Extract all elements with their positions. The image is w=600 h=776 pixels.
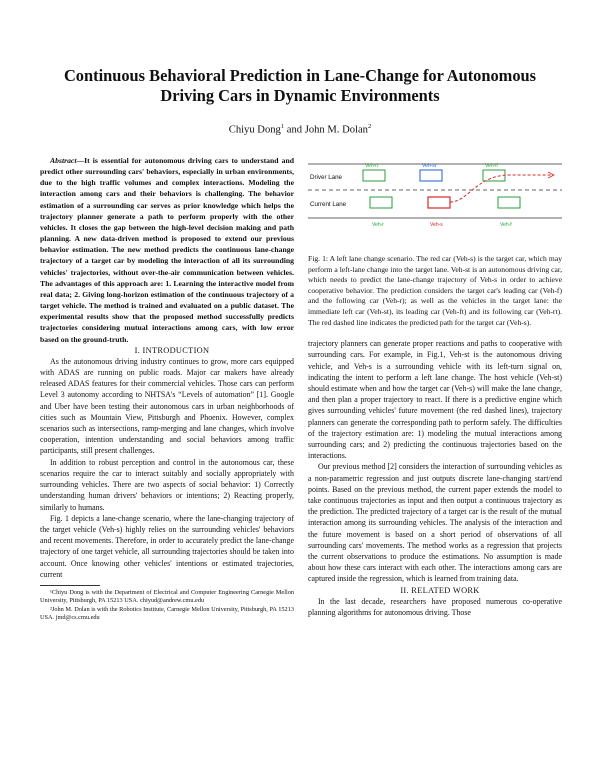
section-heading-related-work: II. RELATED WORK: [400, 585, 480, 595]
section-heading-introduction: I. INTRODUCTION: [134, 345, 210, 355]
author-line: [0, 123, 600, 136]
vehicle-veh-st: [420, 170, 442, 181]
author-1: Chiyu Dong: [228, 124, 281, 136]
right-paragraph-2: Our previous method [2] considers the interaction of surrounding vehicles as a non-parametric regression and just outputs discrete lane-changing start/end points. Based on the previous method, the current paper extends the model to take continuous trajectories as input and then output a continuous trajectory as the prediction. The predicted trajectory of a target car is the result of the mutual interaction among its surrounding vehicles. The analysis of the interaction and the future movement is based on a short period of observations of all surrounding cars' movements. The method works as a regression that projects the current observations to produce the estimations. No assumption is made about how these cars interact with each other. The interactions among cars are captured inside the regression, which is learned from training data.: [308, 462, 562, 584]
abstract-label: Abstract: [50, 156, 77, 165]
author-and: and: [286, 124, 303, 136]
intro-paragraph-1: As the autonomous driving industry continues to grow, more cars equipped with ADAS are running on public roads. Major car makers have already released ADAS features for their commercial vehicles. Those cars can perform Level 3 autonomy according to NHTSA's “Levels of automation” [1]. Google and Uber have been testing their autonomous cars in urban neighborhoods of cities such as Mountain View, Pittsburgh and Phoenix. However, complex scenarios such as intersections, ramp-merging and lane changes, which involve cooperation, intention understanding and social behaviors among traffic participants, still present challenges.: [40, 356, 294, 456]
label-veh-st: Veh-st: [422, 163, 437, 169]
left-column: [40, 155, 294, 623]
label-veh-lf: Veh-lf: [485, 163, 498, 169]
label-current-lane: Current Lane: [310, 201, 347, 208]
author-1-sup: 1: [280, 123, 285, 130]
footnote-2: ²John M. Dolan is with the Robotics Institute, Carnegie Mellon University, Pittsburgh, PA 15213 USA. jmd@cs.cmu.edu: [40, 605, 294, 622]
author-2-sup: 2: [367, 123, 372, 130]
label-veh-r: Veh-r: [372, 222, 384, 228]
predicted-path-line: [450, 175, 553, 202]
vehicle-veh-s: [428, 197, 450, 208]
intro-paragraph-2: In addition to robust perception and control in the autonomous car, these scenarios require the car to interact suitably and socially appropriately with surrounding vehicles. There are two aspects of social behavior: 1) Correctly understanding human drivers' behaviors or intentions; 2) Reacting properly, similarly to humans.: [40, 457, 294, 512]
intro-paragraph-3: Fig. 1 depicts a lane-change scenario, where the lane-changing trajectory of the target vehicle (Veh-s) highly relies on the surrounding vehicles' behaviors and recent movements. Therefore, in order to accurately predict the lane-change trajectory of one target vehicle, all surrounding trajectories should be taken into account. Once knowing other vehicles' intentions or estimated trajectories, current: [40, 513, 294, 579]
lane-change-figure: [308, 146, 562, 248]
label-veh-f: Veh-f: [500, 222, 512, 228]
abstract-text: —It is essential for autonomous driving cars to understand and predict other surrounding cars' behaviors, especially in urban environments, due to the high traffic volumes and complex interactions. Modeling the interaction among cars and their behaviors is challenging. The behavior estimation of a surrounding car serves as prior knowledge which helps the trajectory planner generate a path to perform properly with the other vehicles. It closes the gap between the high-level decision making and path planning. A new data-driven method is proposed to extend our previous behavior estimation. The new method predicts the continuous lane-change trajectory of a target car by modeling the interaction of all its surrounding vehicles' trajectories, without over-the-air communication between vehicles. The advantages of this approach are: 1. Learning the interactive model from real data; 2. Giving long-horizon estimation of the continuous trajectory of a target vehicle. The method is trained and evaluated on a public dataset. The experimental results show that the proposed method successfully predicts trajectories considering mutual interactions among cars, with low error based on the ground-truth.: [40, 156, 294, 344]
right-paragraph-1: trajectory planners can generate proper reactions and paths to cooperative with surrounding cars. For example, in Fig.1, Veh-st is the autonomous driving vehicle, and Veh-s is a surrounding vehicle with its left-turn signal on, indicating the intent to perform a left lane change. The host vehicle (Veh-st) should estimate when and how the target car (Veh-s) will make the lane change, and then plan a proper trajectory to react. If there is a predictive engine which gives surrounding vehicles' future movement (the red dashed lines), trajectory planners can generate the corresponding path to perform safely. The difficulties of the trajectory estimation are: 1) modeling the mutual interactions among surrounding cars; and 2) predicting the continuous trajectories based on the interactions.: [308, 339, 562, 461]
figure-caption: Fig. 1: A left lane change scenario. The red car (Veh-s) is the target car, which may perform a left-lane change into the target lane. Veh-st is an autonomous driving car, which needs to predict the lane-change trajectory of Veh-s in order to achieve cooperative behavior. The prediction considers the target car's leading car (Veh-f) and the following car (Veh-r); as well as the vehicles in the target lane: the immediate left car (Veh-st), its leading car (Veh-ft) and its following car (Veh-rt). The red dashed line indicates the predicted path for the target car (Veh-s).: [308, 254, 562, 327]
paper-title: Continuous Behavioral Prediction in Lane-Change for Autonomous Driving Cars in Dynamic Environments: [63, 66, 537, 105]
label-veh-s: Veh-s: [430, 222, 443, 228]
abstract: [40, 155, 294, 345]
author-2: John M. Dolan: [304, 124, 368, 136]
vehicle-veh-r: [370, 197, 392, 208]
vehicle-veh-lf: [483, 170, 505, 181]
vehicle-veh-rt: [363, 170, 385, 181]
vehicle-veh-f: [498, 197, 520, 208]
right-column: [308, 254, 562, 618]
related-work-paragraph-1: In the last decade, researchers have proposed numerous co-operative planning algorithms for autonomous driving. Those: [308, 596, 562, 618]
caption-spacer: [308, 328, 562, 338]
label-driver-lane: Driver Lane: [310, 174, 342, 181]
label-veh-rt: Veh-rt: [365, 163, 379, 169]
footnote-1: ¹Chiyu Dong is with the Department of Electrical and Computer Engineering Carnegie Mellon University, Pittsburgh, PA 15213 USA. chiyud@andrew.cmu.edu: [40, 588, 294, 605]
footnote-rule: [40, 585, 100, 586]
